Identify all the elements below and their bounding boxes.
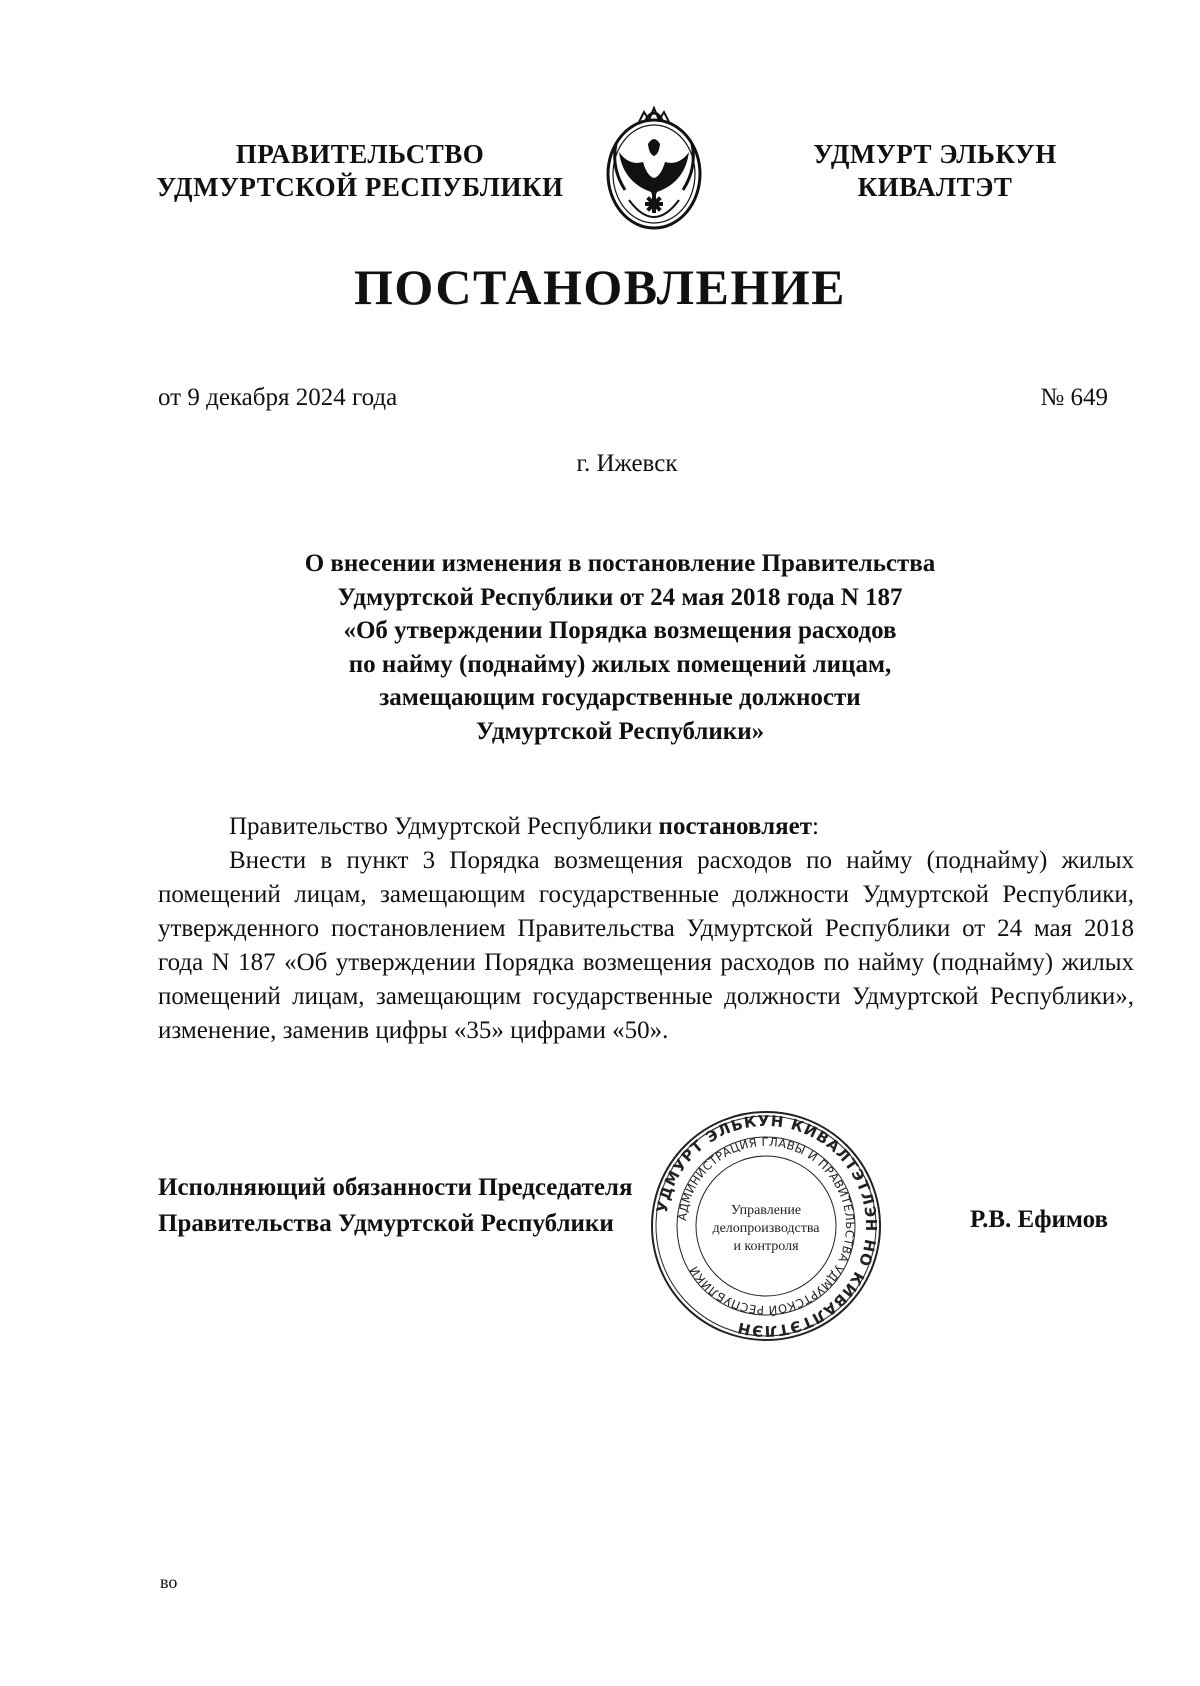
government-name-ru-line2: УДМУРТСКОЙ РЕСПУБЛИКИ	[156, 172, 564, 202]
document-title-line: по найму (поднайму) жилых помещений лицам,	[348, 650, 892, 678]
official-seal	[648, 1108, 884, 1344]
document-title-line: О внесении изменения в постановление Правительства	[304, 550, 936, 577]
document-type-heading: ПОСТАНОВЛЕНИЕ	[354, 259, 846, 315]
government-name-ru	[130, 138, 590, 204]
document-title	[220, 547, 1020, 748]
document-body	[158, 810, 1134, 1048]
udmurt-coat-of-arms-icon	[599, 104, 709, 232]
document-title-line: «Об утверждении Порядка возмещения расходов	[343, 617, 897, 644]
seal-center-line2: делопроизводства	[712, 1221, 820, 1236]
seal-center-line3: и контроля	[733, 1239, 799, 1254]
document-city: г. Ижевск	[576, 450, 678, 477]
government-name-ru-line1: ПРАВИТЕЛЬСТВО	[235, 139, 485, 169]
signatory-name: Р.В. Ефимов	[969, 1206, 1108, 1233]
signatory-position	[158, 1170, 633, 1242]
signatory-position-line1: Исполняющий обязанности Председателя	[158, 1174, 633, 1201]
executor-initials: во	[160, 1572, 178, 1592]
preamble-colon: :	[812, 813, 819, 840]
signatory-position-line2: Правительства Удмуртской Республики	[158, 1210, 614, 1237]
preamble-text: Правительство Удмуртской Республики	[229, 813, 653, 840]
document-title-line: Удмуртской Республики от 24 мая 2018 года N 187	[337, 583, 903, 611]
document-title-line: замещающим государственные должности	[379, 684, 861, 711]
seal-inner-text: АДМИНИСТРАЦИЯ ГЛАВЫ И ПРАВИТЕЛЬСТВА УДМУРТСКОЙ РЕСПУБЛИКИ	[675, 1134, 858, 1318]
seal-center-line1: Управление	[730, 1203, 802, 1218]
government-name-udm-line1: УДМУРТ ЭЛЬКУН	[813, 139, 1057, 169]
main-paragraph: Внести в пункт 3 Порядка возмещения расходов по найму (поднайму) жилых помещений лицам, замещающим государственные должности Удмуртской Республики, утвержденного постановлением Правительства Удмуртской Республики от 24 мая 2018 года N 187 «Об утверждении Порядка возмещения расходов по найму (поднайму) жилых помещений лицам, замещающим государственные должности Удмуртской Республики», изменение, заменив цифры «35» цифрами «50».	[158, 847, 1134, 1044]
government-name-udm	[785, 138, 1085, 204]
government-name-udm-line2: КИВАЛТЭТ	[857, 172, 1013, 202]
seal-outer-text: УДМУРТ ЭЛЬКУН КИВАЛТЭТЛЭН НО КИВАЛТЭТЛЭН	[652, 1111, 881, 1341]
document-number: № 649	[1040, 384, 1108, 411]
document-title-line: Удмуртской Республики»	[475, 717, 765, 745]
preamble-verb: постановляет	[658, 813, 813, 840]
document-date: от 9 декабря 2024 года	[158, 384, 398, 411]
preamble-paragraph	[158, 810, 1134, 844]
